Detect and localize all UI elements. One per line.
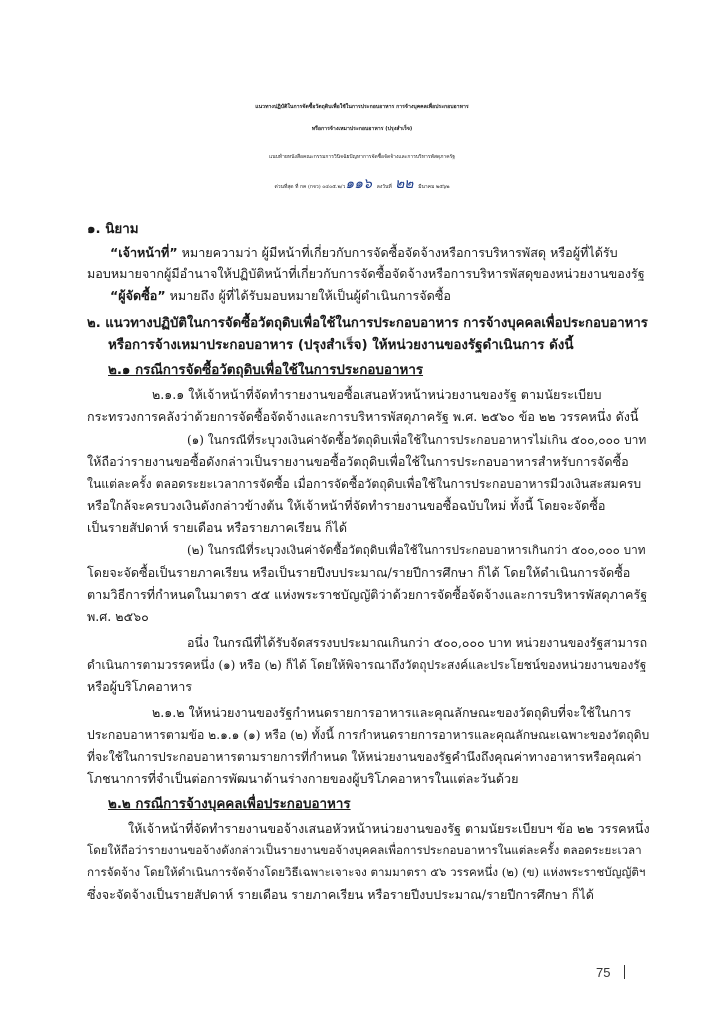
doc-number-handwritten: ๑๑๖: [345, 176, 372, 192]
item-1-line-1: (๑) ในกรณีที่ระบุวงเงินค่าจัดซื้อวัตถุดิบเพื่อใช้ในการประกอบอาหารไม่เกิน ๕๐๐,๐๐๐ บาท: [187, 433, 647, 447]
item-2-line-3: ตามวิธีการที่กำหนดในมาตรา ๕๕ แห่งพระราชบัญญัติว่าด้วยการจัดซื้อจัดจ้างและการบริหารพัสดุภาครัฐ: [87, 587, 648, 602]
section-2-heading-line-1: ๒. แนวทางปฏิบัติในการจัดซื้อวัตถุดิบเพื่อใช้ในการประกอบอาหาร การจ้างบุคคลเพื่อประกอบอาหาร: [87, 316, 648, 331]
page-number-divider: [624, 965, 625, 979]
date-day-handwritten: ๒๒: [394, 176, 414, 192]
para-2-1-1-line-1: ๒.๑.๑ ให้เจ้าหน้าที่จัดทำรายงานขอซื้อเสนอหัวหน้าหน่วยงานของรัฐ ตามนัยระเบียบ: [152, 387, 602, 402]
title-line-2: หรือการจ้างเหมาประกอบอาหาร (ปรุงสำเร็จ): [311, 126, 413, 132]
item-1-line-2: ให้ถือว่ารายงานขอซื้อดังกล่าวเป็นรายงานขอซื้อวัตถุดิบเพื่อใช้ในการประกอบอาหารสำหรับการจัดซื้อ: [87, 454, 629, 469]
definition-officer-line-2: มอบหมายจากผู้มีอำนาจให้ปฏิบัติหน้าที่เกี่ยวกับการจัดซื้อจัดจ้างหรือการบริหารพัสดุของหน่วยงานของรัฐ: [87, 266, 645, 281]
definition-officer-term: “เจ้าหน้าที่”: [110, 245, 178, 260]
item-1-line-5: เป็นรายสัปดาห์ รายเดือน หรือรายภาคเรียน ก็ได้: [87, 520, 348, 535]
definition-purchaser: [110, 290, 451, 303]
item-1-line-3: ในแต่ละครั้ง ตลอดระยะเวลาการจัดซื้อ เมื่อการจัดซื้อวัตถุดิบเพื่อใช้ในการประกอบอาหารมีวงเงินสะสมครบ: [87, 477, 642, 491]
item-2-line-1: (๒) ในกรณีที่ระบุวงเงินค่าจัดซื้อวัตถุดิบเพื่อใช้ในการประกอบอาหารเกินกว่า ๕๐๐,๐๐๐ บาท: [187, 543, 646, 557]
definition-purchaser-term: “ผู้จัดซื้อ”: [110, 288, 166, 303]
reference-line-1: แนบท้ายหนังสือคณะกรรมการวินิจฉัยปัญหาการจัดซื้อจัดจ้างและการบริหารพัสดุภาครัฐ: [268, 154, 456, 160]
reference-line-2: [60, 177, 664, 191]
section-2-heading-line-2: หรือการจ้างเหมาประกอบอาหาร (ปรุงสำเร็จ) ให้หน่วยงานของรัฐดำเนินการ ดังนี้: [108, 338, 574, 353]
definition-purchaser-text: หมายถึง ผู้ที่ได้รับมอบหมายให้เป็นผู้ดำเนินการจัดซื้อ: [169, 288, 451, 303]
section-1-heading: ๑. นิยาม: [87, 222, 139, 237]
definition-officer-text: หมายความว่า ผู้มีหน้าที่เกี่ยวกับการจัดซื้อจัดจ้างหรือการบริหารพัสดุ หรือผู้ที่ได้รับ: [181, 245, 618, 260]
section-2-1-heading: ๒.๑ กรณีการจัดซื้อวัตถุดิบเพื่อใช้ในการประกอบอาหาร: [108, 363, 424, 378]
para-2-2-line-4: ซึ่งจะจัดจ้างเป็นรายสัปดาห์ รายเดือน รายภาคเรียน หรือรายปีงบประมาณ/รายปีการศึกษา ก็ได้: [87, 887, 594, 902]
doc-prefix: ด่วนที่สุด ที่ กค (กจว) ๐๔๐๕.๒/ว: [274, 184, 346, 190]
para-2-2-line-1: ให้เจ้าหน้าที่จัดทำรายงานขอจ้างเสนอหัวหน้าหน่วยงานของรัฐ ตามนัยระเบียบฯ ข้อ ๒๒ วรรคหนึ่ง: [128, 821, 650, 836]
para-2-2-line-2: โดยให้ถือว่ารายงานขอจ้างดังกล่าวเป็นรายงานขอจ้างบุคคลเพื่อการประกอบอาหารในแต่ละครั้ง ตลอดระยะเวลา: [87, 843, 642, 857]
date-label: ลงวันที่: [376, 184, 392, 190]
note-line-1: อนึ่ง ในกรณีที่ได้รับจัดสรรงบประมาณเกินกว่า ๕๐๐,๐๐๐ บาท หน่วยงานของรัฐสามารถ: [187, 635, 648, 650]
title-line-1: แนวทางปฏิบัติในการจัดซื้อวัตถุดิบเพื่อใช้ในการประกอบอาหาร การจ้างบุคคลเพื่อประกอบอาหาร: [255, 104, 469, 110]
page-number: 75: [596, 965, 611, 980]
para-2-1-2-line-2: ประกอบอาหารตามข้อ ๒.๑.๑ (๑) หรือ (๒) ทั้งนี้ การกำหนดรายการอาหารและคุณลักษณะเฉพาะของวัตถุดิบ: [87, 728, 650, 742]
item-2-line-2: โดยจะจัดซื้อเป็นรายภาคเรียน หรือเป็นรายปีงบประมาณ/รายปีการศึกษา ก็ได้ โดยให้ดำเนินการจัดซื้อ: [87, 565, 631, 580]
section-2-2-heading: ๒.๒ กรณีการจ้างบุคคลเพื่อประกอบอาหาร: [108, 797, 351, 812]
definition-officer: [110, 247, 618, 260]
para-2-1-2-line-3: ที่จะใช้ในการประกอบอาหารตามรายการที่กำหนด ให้หน่วยงานของรัฐคำนึงถึงคุณค่าทางอาหารหรือคุณค่า: [87, 750, 642, 764]
item-1-line-4: หรือใกล้จะครบวงเงินดังกล่าวข้างต้น ให้เจ้าหน้าที่จัดทำรายงานขอซื้อฉบับใหม่ ทั้งนี้ โดยจะจัดซื้อ: [87, 498, 606, 513]
note-line-2: ดำเนินการตามวรรคหนึ่ง (๑) หรือ (๒) ก็ได้ โดยให้พิจารณาถึงวัตถุประสงค์และประโยชน์ของหน่วยงานของรัฐ: [87, 658, 647, 672]
para-2-1-2-line-4: โภชนาการที่จำเป็นต่อการพัฒนาด้านร่างกายของผู้บริโภคอาหารในแต่ละวันด้วย: [87, 771, 519, 786]
item-2-line-4: พ.ศ. ๒๕๖๐: [87, 609, 149, 624]
para-2-1-1-line-2: กระทรวงการคลังว่าด้วยการจัดซื้อจัดจ้างและการบริหารพัสดุภาครัฐ พ.ศ. ๒๕๖๐ ข้อ ๒๒ วรรคหนึ่ง ดังนี้: [87, 409, 639, 424]
note-line-3: หรือผู้บริโภคอาหาร: [87, 679, 193, 694]
para-2-2-line-3: การจัดจ้าง โดยให้ดำเนินการจัดจ้างโดยวิธีเฉพาะเจาะจง ตามมาตรา ๕๖ วรรคหนึ่ง (๒) (ข) แห่งพระราชบัญญัติฯ: [87, 865, 646, 879]
date-month-year: มีนาคม ๒๕๖๒: [418, 184, 450, 190]
para-2-1-2-line-1: ๒.๑.๒ ให้หน่วยงานของรัฐกำหนดรายการอาหารและคุณลักษณะของวัตถุดิบที่จะใช้ในการ: [152, 705, 632, 720]
